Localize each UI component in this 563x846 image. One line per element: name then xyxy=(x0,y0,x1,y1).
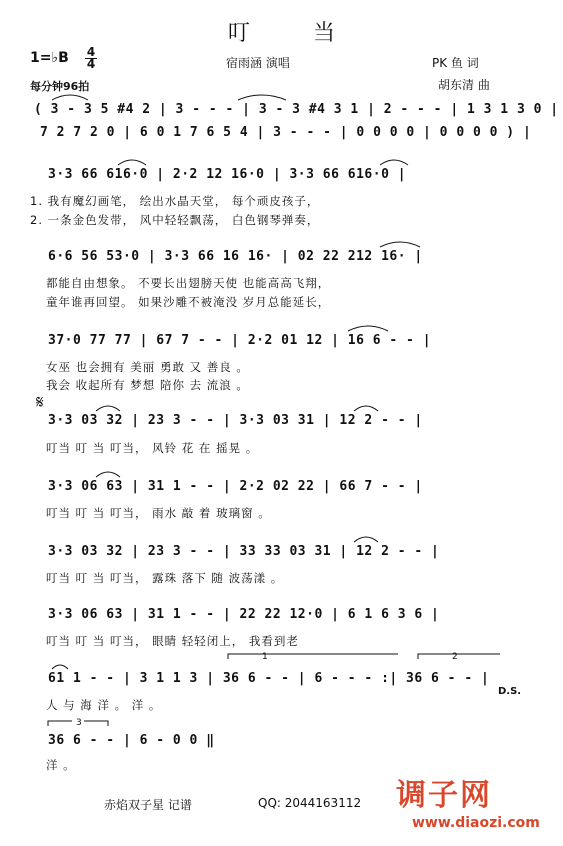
verse-lyrics-2a: 都能自由想象。 不要长出翅膀天使 也能高高飞翔， xyxy=(46,276,331,290)
slur-chorus-5 xyxy=(52,665,68,669)
watermark-url[interactable]: www.diaozi.com xyxy=(412,815,540,831)
transcriber: 赤焰双子星 记谱 xyxy=(104,798,192,812)
triplet-number: 3 xyxy=(76,718,82,728)
chorus-notes-2: 3·3 06 63 | 31 1 - - | 2·2 02 22 | 66 7 - - | xyxy=(48,479,423,494)
chorus-notes-3: 3·3 03 32 | 23 3 - - | 33 33 03 31 | 12 2 - - | xyxy=(48,544,440,559)
song-title: 叮 当 xyxy=(228,21,363,46)
intro-line-2: 7 2 7 2 0 | 6 0 1 7 6 5 4 | 3 - - - | 0 0 0 0 | 0 0 0 0 ) | xyxy=(40,125,532,140)
chorus-notes-1: 3·3 03 32 | 23 3 - - | 3·3 03 31 | 12 2 - - | xyxy=(48,413,423,428)
segno-icon: 𝄋 xyxy=(36,392,44,413)
slur-chorus-2 xyxy=(354,406,378,411)
time-sig-top: 4 xyxy=(86,45,96,59)
verse-notes-1: 3·3 66 616·0 | 2·2 12 16·0 | 3·3 66 616·0 | xyxy=(48,167,407,182)
chorus-notes-6: 36 6 - - | 6 - 0 0 ‖ xyxy=(48,733,215,748)
singer: 宿雨涵 演唱 xyxy=(226,56,290,70)
chorus-lyrics-3: 叮当 叮 当 叮当， 露珠 落下 随 波荡漾 。 xyxy=(46,571,284,585)
tempo: 每分钟96拍 xyxy=(30,80,90,93)
volta-bracket-1 xyxy=(228,654,398,659)
intro-line-1: ( 3 - 3 5 #4 2 | 3 - - - | 3 - 3 #4 3 1 | 2 - - - | 1 3 1 3 0 | xyxy=(34,102,559,117)
time-sig-bottom: 4 xyxy=(86,57,96,71)
slur-verse-4 xyxy=(348,326,388,331)
qq-contact: QQ: 2044163112 xyxy=(258,796,362,810)
slur-verse-1 xyxy=(118,160,146,165)
verse-lyrics-3a: 女巫 也会拥有 美丽 勇敢 又 善良 。 xyxy=(46,360,249,374)
chorus-lyrics-2: 叮当 叮 当 叮当， 雨水 敲 着 玻璃窗 。 xyxy=(46,506,271,520)
slur-verse-3 xyxy=(380,242,420,247)
verse-notes-2: 6·6 56 53·0 | 3·3 66 16 16· | 02 22 212 16· | xyxy=(48,249,423,264)
slur-chorus-4 xyxy=(354,537,378,542)
chorus-lyrics-6: 洋 。 xyxy=(46,758,76,772)
composer: 胡东清 曲 xyxy=(438,78,490,92)
chorus-notes-4: 3·3 06 63 | 31 1 - - | 22 22 12·0 | 6 1 6 3 6 | xyxy=(48,607,440,622)
lyricist: PK 鱼 词 xyxy=(432,56,479,70)
slur-intro-2 xyxy=(238,95,286,100)
slur-chorus-1 xyxy=(96,406,120,411)
chorus-notes-5: 61 1 - - | 3 1 1 3 | 36 6 - - | 6 - - - :| 36 6 - - | xyxy=(48,671,490,686)
verse-notes-3: 37·0 77 77 | 67 7 - - | 2·2 01 12 | 16 6 - - | xyxy=(48,333,432,348)
chorus-lyrics-1: 叮当 叮 当 叮当， 风铃 花 在 摇晃 。 xyxy=(46,441,259,455)
key-signature: 1=♭B xyxy=(30,50,69,66)
verse-lyrics-1b: 2. 一条金色发带， 风中轻轻飘荡， 白色钢琴弹奏， xyxy=(30,213,320,227)
chorus-lyrics-5: 人 与 海 洋 。 洋 。 xyxy=(46,698,162,712)
volta-bracket-2 xyxy=(418,654,500,659)
slur-intro-1 xyxy=(52,95,88,100)
triplet-bracket xyxy=(48,721,108,726)
watermark-brand: 调子网 xyxy=(396,778,492,813)
slur-verse-2 xyxy=(380,160,408,165)
verse-lyrics-2b: 童年谁再回望。 如果沙雕不被淹没 岁月总能延长， xyxy=(46,295,331,309)
ds-mark: D.S. xyxy=(498,686,522,697)
volta-1-number: 1 xyxy=(262,652,268,662)
chorus-lyrics-4: 叮当 叮 当 叮当， 眼睛 轻轻闭上， 我看到老 xyxy=(46,634,299,648)
volta-2-number: 2 xyxy=(452,652,458,662)
slur-chorus-3 xyxy=(96,472,120,477)
verse-lyrics-3b: 我会 收起所有 梦想 陪你 去 流浪 。 xyxy=(46,378,249,392)
verse-lyrics-1a: 1. 我有魔幻画笔， 绘出水晶天堂， 每个顽皮孩子， xyxy=(30,194,320,208)
